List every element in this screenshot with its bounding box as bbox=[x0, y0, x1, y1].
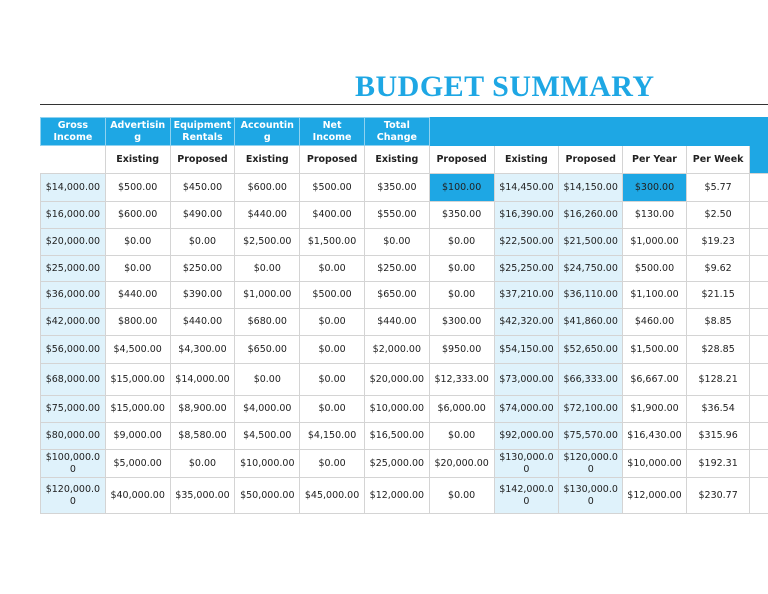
table-cell: $75,570.00 bbox=[559, 423, 623, 450]
table-row bbox=[41, 336, 768, 364]
table-cell: $10,000.00 bbox=[623, 450, 687, 478]
subheader-cell: Existing bbox=[364, 146, 429, 174]
gross-income-cell: $75,000.00 bbox=[41, 396, 106, 423]
table-cell: $0.00 bbox=[300, 256, 365, 282]
table-cell: $10,000.00 bbox=[364, 396, 429, 423]
table-cell: $1,500.00 bbox=[300, 229, 365, 256]
table-cell: $0.00 bbox=[300, 450, 365, 478]
header-cell: Total Change bbox=[364, 118, 429, 146]
table-cell: $2,500.00 bbox=[235, 229, 300, 256]
table-cell: $0.00 bbox=[364, 229, 429, 256]
subheader-row bbox=[41, 146, 768, 174]
gross-income-cell: $20,000.00 bbox=[41, 229, 106, 256]
subheader-cell: Existing bbox=[235, 146, 300, 174]
table-cell: $0.00 bbox=[429, 282, 494, 309]
table-cell: $92,000.00 bbox=[494, 423, 559, 450]
table-cell: $12,000.00 bbox=[364, 478, 429, 514]
table-cell: $21.15 bbox=[686, 282, 749, 309]
table-cell: $37,210.00 bbox=[494, 282, 559, 309]
table-cell: $15,000.00 bbox=[105, 364, 170, 396]
table-cell: $192.31 bbox=[686, 450, 749, 478]
table-cell: $12,000.00 bbox=[623, 478, 687, 514]
table-cell: $0.00 bbox=[300, 364, 365, 396]
table-row bbox=[41, 450, 768, 478]
table-cell: $52,650.00 bbox=[559, 336, 623, 364]
table-cell: $0.00 bbox=[170, 229, 235, 256]
subheader-cell: Existing bbox=[494, 146, 559, 174]
row-edge bbox=[750, 229, 768, 256]
table-cell: $45,000.00 bbox=[300, 478, 365, 514]
header-row bbox=[41, 118, 768, 146]
table-row bbox=[41, 478, 768, 514]
table-cell: $5,000.00 bbox=[105, 450, 170, 478]
subheader-cell: Proposed bbox=[170, 146, 235, 174]
table-cell: $28.85 bbox=[686, 336, 749, 364]
table-cell: $12,333.00 bbox=[429, 364, 494, 396]
table-cell: $22,500.00 bbox=[494, 229, 559, 256]
row-edge bbox=[750, 282, 768, 309]
table-cell: $2,000.00 bbox=[364, 336, 429, 364]
row-edge bbox=[750, 309, 768, 336]
table-cell: $128.21 bbox=[686, 364, 749, 396]
gross-income-cell: $68,000.00 bbox=[41, 364, 106, 396]
subheader-cell: Per Year bbox=[623, 146, 687, 174]
table-cell: $460.00 bbox=[623, 309, 687, 336]
budget-table bbox=[40, 117, 768, 514]
table-cell: $500.00 bbox=[105, 174, 170, 202]
table-cell: $2.50 bbox=[686, 202, 749, 229]
table-cell: $16,260.00 bbox=[559, 202, 623, 229]
table-cell: $1,100.00 bbox=[623, 282, 687, 309]
table-cell: $600.00 bbox=[105, 202, 170, 229]
table-cell: $800.00 bbox=[105, 309, 170, 336]
table-cell: $0.00 bbox=[235, 256, 300, 282]
table-cell: $250.00 bbox=[170, 256, 235, 282]
table-cell: $1,900.00 bbox=[623, 396, 687, 423]
table-cell: $300.00 bbox=[429, 309, 494, 336]
table-cell: $73,000.00 bbox=[494, 364, 559, 396]
table-cell: $25,250.00 bbox=[494, 256, 559, 282]
table-row bbox=[41, 396, 768, 423]
table-cell: $10,000.00 bbox=[235, 450, 300, 478]
header-cell: Net Income bbox=[300, 118, 365, 146]
table-row bbox=[41, 229, 768, 256]
table-cell: $20,000.00 bbox=[364, 364, 429, 396]
table-cell: $400.00 bbox=[300, 202, 365, 229]
gross-income-cell: $25,000.00 bbox=[41, 256, 106, 282]
table-cell: $130.00 bbox=[623, 202, 687, 229]
table-cell: $130,000.0 0 bbox=[559, 478, 623, 514]
table-cell: $21,500.00 bbox=[559, 229, 623, 256]
table-cell: $440.00 bbox=[170, 309, 235, 336]
header-cell: Advertisin g bbox=[105, 118, 170, 146]
table-cell: $6,667.00 bbox=[623, 364, 687, 396]
table-cell: $1,000.00 bbox=[623, 229, 687, 256]
table-cell: $440.00 bbox=[364, 309, 429, 336]
table-cell: $0.00 bbox=[429, 478, 494, 514]
header-blank-cell bbox=[429, 118, 494, 146]
table-cell: $5.77 bbox=[686, 174, 749, 202]
table-cell: $14,150.00 bbox=[559, 174, 623, 202]
table-cell: $1,000.00 bbox=[235, 282, 300, 309]
header-cell: Gross Income bbox=[41, 118, 106, 146]
table-cell: $6,000.00 bbox=[429, 396, 494, 423]
table-cell: $315.96 bbox=[686, 423, 749, 450]
table-cell: $490.00 bbox=[170, 202, 235, 229]
table-cell: $14,000.00 bbox=[170, 364, 235, 396]
header-cell: Equipment Rentals bbox=[170, 118, 235, 146]
table-cell: $500.00 bbox=[300, 282, 365, 309]
table-cell: $8,900.00 bbox=[170, 396, 235, 423]
row-edge bbox=[750, 174, 768, 202]
table-cell: $350.00 bbox=[429, 202, 494, 229]
subheader-blank bbox=[41, 146, 106, 174]
table-cell: $0.00 bbox=[300, 396, 365, 423]
table-cell: $35,000.00 bbox=[170, 478, 235, 514]
table-cell: $0.00 bbox=[429, 423, 494, 450]
table-cell: $390.00 bbox=[170, 282, 235, 309]
table-cell: $19.23 bbox=[686, 229, 749, 256]
subheader-cell: Proposed bbox=[300, 146, 365, 174]
title-divider bbox=[40, 104, 768, 105]
header-blank-cell bbox=[494, 118, 559, 146]
table-cell: $41,860.00 bbox=[559, 309, 623, 336]
table-row bbox=[41, 174, 768, 202]
table-cell: $100.00 bbox=[429, 174, 494, 202]
row-edge bbox=[750, 336, 768, 364]
header-blank-cell bbox=[559, 118, 623, 146]
subheader-cell: Per Week bbox=[686, 146, 749, 174]
table-cell: $0.00 bbox=[300, 336, 365, 364]
table-cell: $74,000.00 bbox=[494, 396, 559, 423]
row-edge bbox=[750, 478, 768, 514]
table-cell: $0.00 bbox=[429, 229, 494, 256]
header-blank-cell bbox=[750, 118, 768, 146]
table-cell: $36,110.00 bbox=[559, 282, 623, 309]
table-row bbox=[41, 364, 768, 396]
table-cell: $0.00 bbox=[170, 450, 235, 478]
table-cell: $0.00 bbox=[235, 364, 300, 396]
table-cell: $50,000.00 bbox=[235, 478, 300, 514]
subheader-cell: Proposed bbox=[429, 146, 494, 174]
table-cell: $440.00 bbox=[105, 282, 170, 309]
table-cell: $142,000.0 0 bbox=[494, 478, 559, 514]
table-cell: $130,000.0 0 bbox=[494, 450, 559, 478]
table-cell: $0.00 bbox=[429, 256, 494, 282]
table-cell: $42,320.00 bbox=[494, 309, 559, 336]
table-cell: $950.00 bbox=[429, 336, 494, 364]
table-cell: $0.00 bbox=[105, 256, 170, 282]
page-title: BUDGET SUMMARY bbox=[355, 70, 655, 103]
table-cell: $4,000.00 bbox=[235, 396, 300, 423]
gross-income-cell: $14,000.00 bbox=[41, 174, 106, 202]
table-cell: $1,500.00 bbox=[623, 336, 687, 364]
header-cell: Accountin g bbox=[235, 118, 300, 146]
table-cell: $9.62 bbox=[686, 256, 749, 282]
header-blank-cell bbox=[686, 118, 749, 146]
header-blank-cell bbox=[623, 118, 687, 146]
row-edge bbox=[750, 256, 768, 282]
table-row bbox=[41, 423, 768, 450]
gross-income-cell: $120,000.0 0 bbox=[41, 478, 106, 514]
table-cell: $600.00 bbox=[235, 174, 300, 202]
table-cell: $16,500.00 bbox=[364, 423, 429, 450]
table-row bbox=[41, 282, 768, 309]
table-cell: $500.00 bbox=[623, 256, 687, 282]
subheader-cell: Existing bbox=[105, 146, 170, 174]
header-edge-strip bbox=[750, 145, 768, 173]
row-edge bbox=[750, 364, 768, 396]
table-cell: $4,500.00 bbox=[235, 423, 300, 450]
row-edge bbox=[750, 450, 768, 478]
table-row bbox=[41, 256, 768, 282]
table-cell: $24,750.00 bbox=[559, 256, 623, 282]
table-cell: $8,580.00 bbox=[170, 423, 235, 450]
table-cell: $36.54 bbox=[686, 396, 749, 423]
gross-income-cell: $36,000.00 bbox=[41, 282, 106, 309]
table-cell: $230.77 bbox=[686, 478, 749, 514]
table-cell: $680.00 bbox=[235, 309, 300, 336]
table-cell: $550.00 bbox=[364, 202, 429, 229]
table-cell: $9,000.00 bbox=[105, 423, 170, 450]
table-cell: $20,000.00 bbox=[429, 450, 494, 478]
table-cell: $0.00 bbox=[300, 309, 365, 336]
table-cell: $450.00 bbox=[170, 174, 235, 202]
table-cell: $500.00 bbox=[300, 174, 365, 202]
table-cell: $650.00 bbox=[235, 336, 300, 364]
table-cell: $250.00 bbox=[364, 256, 429, 282]
table-row bbox=[41, 202, 768, 229]
table-cell: $72,100.00 bbox=[559, 396, 623, 423]
table-cell: $350.00 bbox=[364, 174, 429, 202]
table-cell: $8.85 bbox=[686, 309, 749, 336]
table-cell: $40,000.00 bbox=[105, 478, 170, 514]
table-cell: $4,150.00 bbox=[300, 423, 365, 450]
table-cell: $4,500.00 bbox=[105, 336, 170, 364]
table-cell: $15,000.00 bbox=[105, 396, 170, 423]
table-cell: $14,450.00 bbox=[494, 174, 559, 202]
gross-income-cell: $80,000.00 bbox=[41, 423, 106, 450]
table-cell: $4,300.00 bbox=[170, 336, 235, 364]
table-cell: $16,430.00 bbox=[623, 423, 687, 450]
gross-income-cell: $42,000.00 bbox=[41, 309, 106, 336]
table-cell: $440.00 bbox=[235, 202, 300, 229]
gross-income-cell: $16,000.00 bbox=[41, 202, 106, 229]
subheader-cell: Proposed bbox=[559, 146, 623, 174]
table-cell: $54,150.00 bbox=[494, 336, 559, 364]
table-cell: $300.00 bbox=[623, 174, 687, 202]
row-edge bbox=[750, 396, 768, 423]
row-edge bbox=[750, 202, 768, 229]
table-cell: $25,000.00 bbox=[364, 450, 429, 478]
table-cell: $650.00 bbox=[364, 282, 429, 309]
row-edge bbox=[750, 423, 768, 450]
table-cell: $0.00 bbox=[105, 229, 170, 256]
gross-income-cell: $56,000.00 bbox=[41, 336, 106, 364]
gross-income-cell: $100,000.0 0 bbox=[41, 450, 106, 478]
table-row bbox=[41, 309, 768, 336]
table-cell: $16,390.00 bbox=[494, 202, 559, 229]
table-cell: $66,333.00 bbox=[559, 364, 623, 396]
table-cell: $120,000.0 0 bbox=[559, 450, 623, 478]
